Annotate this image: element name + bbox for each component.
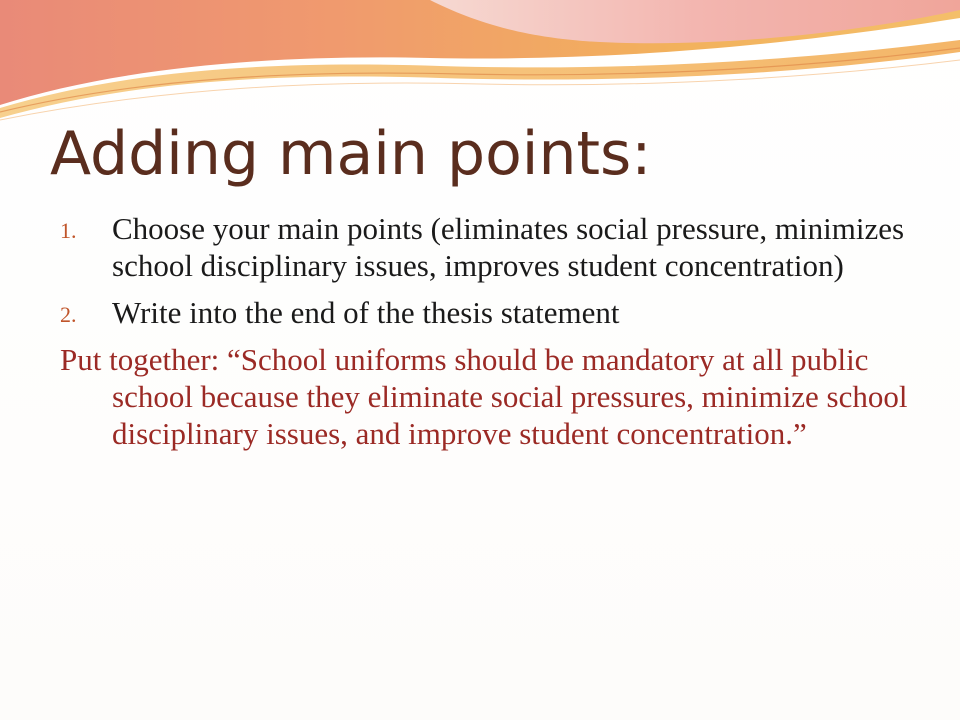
list-item-text: Write into the end of the thesis statement [112,295,620,330]
list-number: 2. [60,302,77,327]
main-points-list [60,210,910,331]
decorative-banner [0,0,960,130]
thesis-summary: Put together: “School uniforms should be mandatory at all public school because they eliminate social pressures, minimize school disciplinary issues, and improve student concentration.” [60,342,908,451]
list-item-text: Choose your main points (eliminates social pressure, minimizes school disciplinary issues, improves student concentration) [112,211,905,283]
list-item [60,210,910,284]
list-item [60,294,910,331]
slide-title: Adding main points: [50,119,652,189]
list-number: 1. [60,218,77,243]
slide-body [60,210,910,452]
